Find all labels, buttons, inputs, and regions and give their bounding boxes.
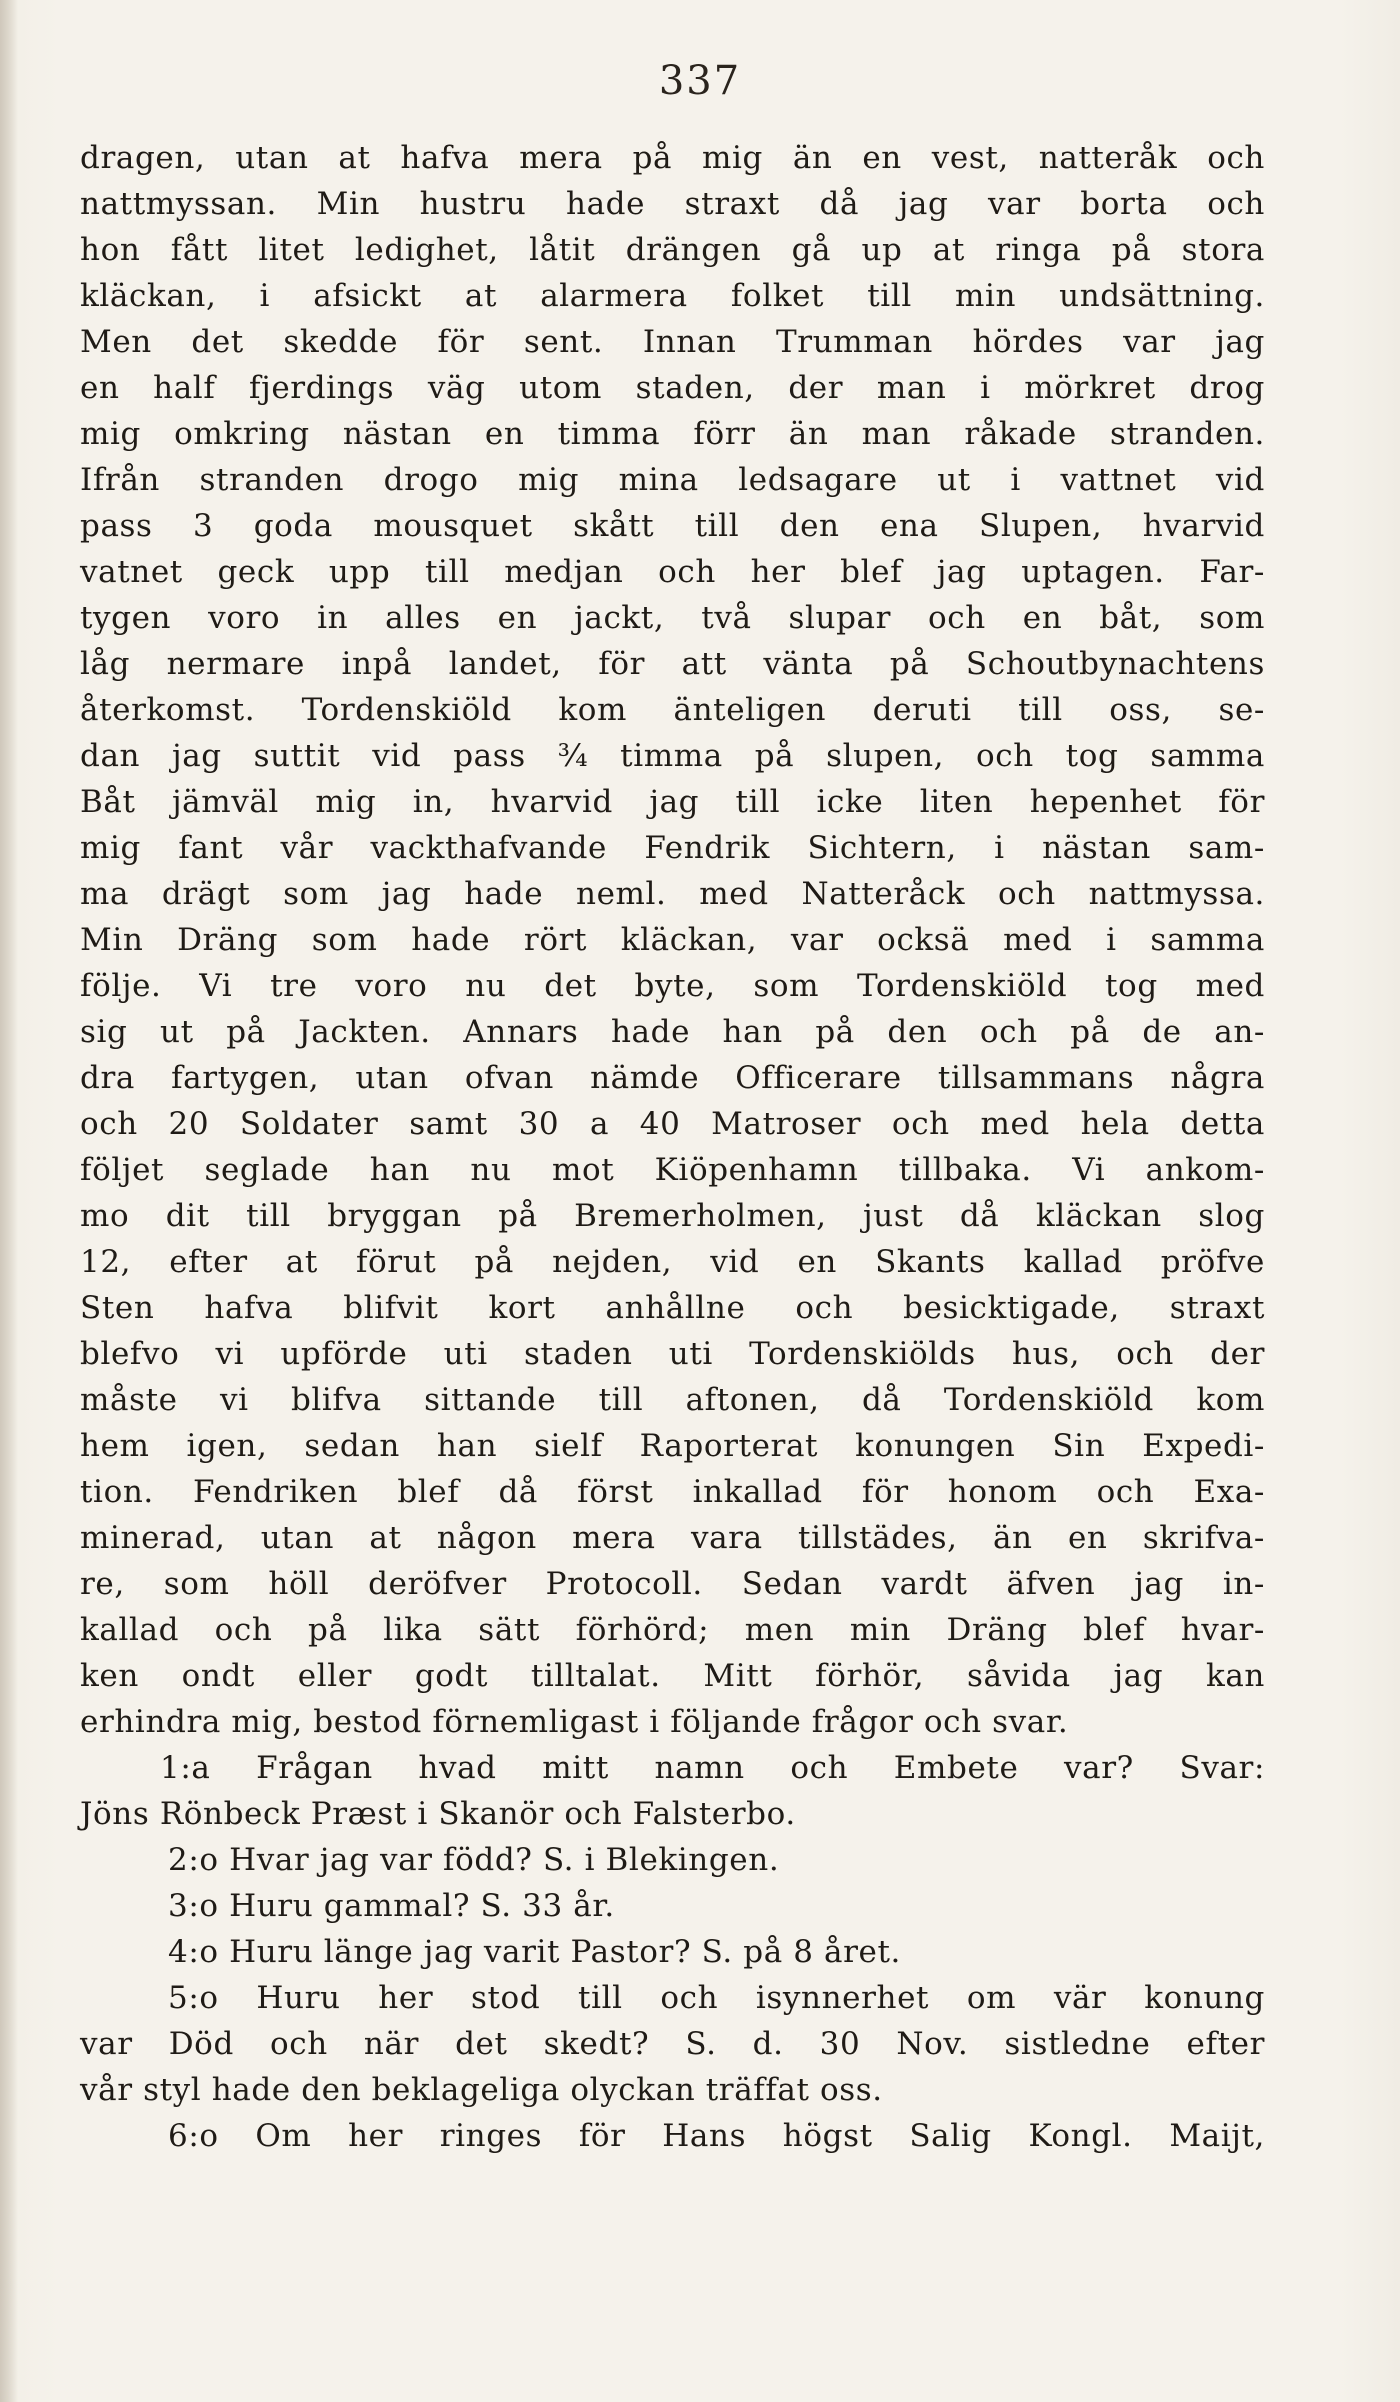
text-line: tygen voro in alles en jackt, två slupar och en båt, som [80, 600, 1265, 636]
text-line: pass 3 goda mousquet skått till den ena Slupen, hvarvid [80, 508, 1265, 544]
text-line: en half fjerdings väg utom staden, der man i mörkret drog [80, 370, 1265, 406]
text-line: låg nermare inpå landet, för att vänta på Schoutbynachtens [80, 646, 1265, 682]
text-line: mo dit till bryggan på Bremerholmen, just då kläckan slog [80, 1198, 1265, 1234]
question-line: 2:o Hvar jag var född? S. i Blekingen. [168, 1842, 780, 1878]
question-line: 5:o Huru her stod till och isynnerhet om vär konung [168, 1980, 1265, 2016]
text-line: dan jag suttit vid pass ¾ timma på slupen, och tog samma [80, 738, 1265, 774]
text-line: re, som höll deröfver Protocoll. Sedan vardt äfven jag in- [80, 1566, 1265, 1602]
text-line: ma drägt som jag hade neml. med Natteråck och nattmyssa. [80, 876, 1265, 912]
text-line: måste vi blifva sittande till aftonen, då Tordenskiöld kom [80, 1382, 1265, 1418]
question-line: 4:o Huru länge jag varit Pastor? S. på 8 året. [168, 1934, 901, 1970]
binding-shadow [0, 0, 18, 2402]
text-line: mig omkring nästan en timma förr än man råkade stranden. [80, 416, 1265, 452]
text-line: ken ondt eller godt tilltalat. Mitt förhör, såvida jag kan [80, 1658, 1265, 1694]
question-line: 1:a Frågan hvad mitt namn och Embete var? Svar: [160, 1750, 1265, 1786]
text-line: tion. Fendriken blef då först inkallad för honom och Exa- [80, 1474, 1265, 1510]
text-line: sig ut på Jackten. Annars hade han på den och på de an- [80, 1014, 1265, 1050]
answer-line: Jöns Rönbeck Præst i Skanör och Falsterbo. [80, 1796, 796, 1832]
text-line: Men det skedde för sent. Innan Trumman hördes var jag [80, 324, 1265, 360]
text-line: blefvo vi upförde uti staden uti Tordenskiölds hus, och der [80, 1336, 1265, 1372]
text-line: återkomst. Tordenskiöld kom änteligen deruti till oss, se- [80, 692, 1265, 728]
page-number: 337 [658, 58, 742, 104]
text-line: Ifrån stranden drogo mig mina ledsagare ut i vattnet vid [80, 462, 1265, 498]
text-line: och 20 Soldater samt 30 a 40 Matroser och med hela detta [80, 1106, 1265, 1142]
text-line: följe. Vi tre voro nu det byte, som Tordenskiöld tog med [80, 968, 1265, 1004]
question-line: 3:o Huru gammal? S. 33 år. [168, 1888, 615, 1924]
question-line: vår styl hade den beklageliga olyckan träffat oss. [80, 2072, 883, 2108]
text-line: Båt jämväl mig in, hvarvid jag till icke liten hepenhet för [80, 784, 1265, 820]
text-line: följet seglade han nu mot Kiöpenhamn tillbaka. Vi ankom- [80, 1152, 1265, 1188]
question-line: 6:o Om her ringes för Hans högst Salig Kongl. Maijt, [168, 2118, 1265, 2154]
text-line: erhindra mig, bestod förnemligast i följande frågor och svar. [80, 1704, 1069, 1740]
text-line: 12, efter at förut på nejden, vid en Skants kallad pröfve [80, 1244, 1265, 1280]
text-line: hem igen, sedan han sielf Raporterat konungen Sin Expedi- [80, 1428, 1265, 1464]
text-line: nattmyssan. Min hustru hade straxt då jag var borta och [80, 186, 1265, 222]
text-line: kallad och på lika sätt förhörd; men min Dräng blef hvar- [80, 1612, 1265, 1648]
text-line: Sten hafva blifvit kort anhållne och besicktigade, straxt [80, 1290, 1265, 1326]
text-line: dra fartygen, utan ofvan nämde Officerare tillsammans några [80, 1060, 1265, 1096]
page-text [80, 135, 1265, 2159]
text-line: kläckan, i afsickt at alarmera folket till min undsättning. [80, 278, 1265, 314]
text-line: hon fått litet ledighet, låtit drängen gå up at ringa på stora [80, 232, 1265, 268]
text-line: vatnet geck upp till medjan och her blef jag uptagen. Far- [80, 554, 1265, 590]
question-line: var Död och när det skedt? S. d. 30 Nov. sistledne efter [80, 2026, 1265, 2062]
text-line: mig fant vår vackthafvande Fendrik Sichtern, i nästan sam- [80, 830, 1265, 866]
text-line: Min Dräng som hade rört kläckan, var ocksä med i samma [80, 922, 1265, 958]
text-line: minerad, utan at någon mera vara tillstädes, än en skrifva- [80, 1520, 1265, 1556]
text-line: dragen, utan at hafva mera på mig än en vest, natteråk och [80, 140, 1265, 176]
